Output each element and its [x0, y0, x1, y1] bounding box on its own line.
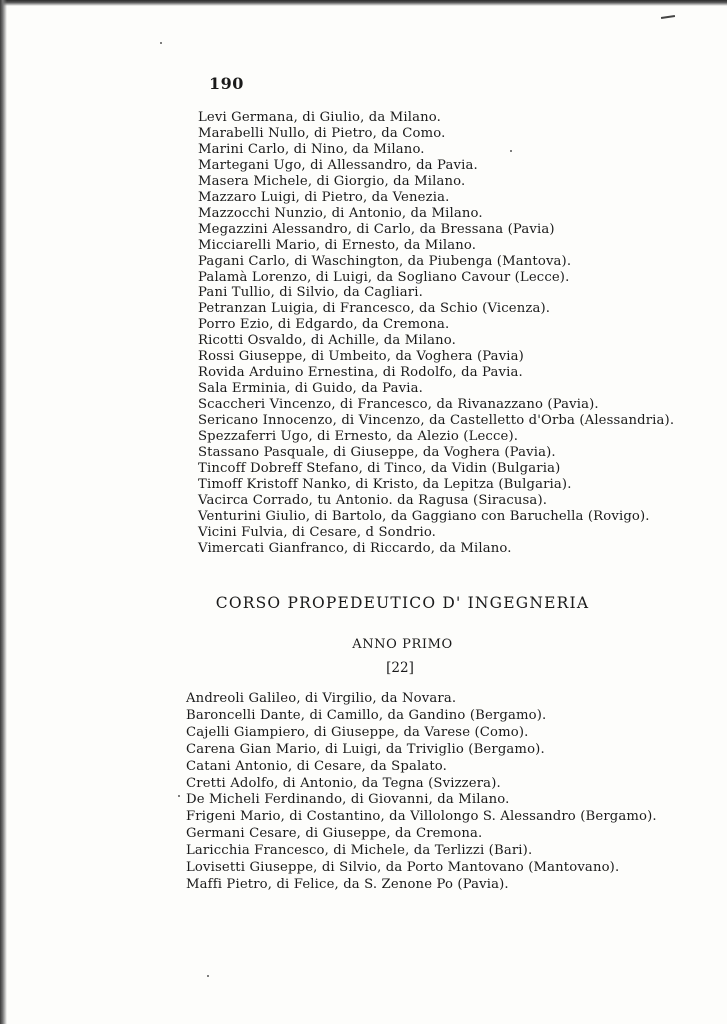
list-entry: Rovida Arduino Ernestina, di Rodolfo, da Pavia.: [198, 365, 523, 381]
list-entry: Masera Michele, di Giorgio, da Milano.: [198, 173, 466, 189]
page-number: 190: [209, 74, 244, 93]
list-entry: Pani Tullio, di Silvio, da Cagliari.: [198, 285, 423, 301]
student-list-bottom: [186, 691, 657, 894]
scan-left-edge: [0, 0, 7, 1024]
list-entry: Porro Ezio, di Edgardo, da Cremona.: [198, 317, 450, 333]
scan-speck: [178, 795, 180, 797]
list-entry: Petranzan Luigia, di Francesco, da Schio (Vicenza).: [198, 301, 551, 317]
scan-top-edge: [0, 0, 727, 6]
list-entry: Catani Antonio, di Cesare, da Spalato.: [186, 758, 447, 774]
list-entry: Marabelli Nullo, di Pietro, da Como.: [198, 125, 446, 141]
list-entry: Rossi Giuseppe, di Umbeito, da Voghera (Pavia): [198, 349, 524, 365]
student-count: [22]: [386, 660, 414, 676]
list-entry: Mazzaro Luigi, di Pietro, da Venezia.: [198, 189, 450, 205]
list-entry: Cretti Adolfo, di Antonio, da Tegna (Svizzera).: [186, 775, 501, 791]
list-entry: Ricotti Osvaldo, di Achille, da Milano.: [198, 333, 456, 349]
list-entry: Vimercati Gianfranco, di Riccardo, da Milano.: [198, 540, 512, 556]
list-entry: Sala Erminia, di Guido, da Pavia.: [198, 381, 423, 397]
list-entry: Megazzini Alessandro, di Carlo, da Bressana (Pavia): [198, 221, 555, 237]
list-entry: Vicini Fulvia, di Cesare, d Sondrio.: [198, 524, 437, 540]
subsection-title: ANNO PRIMO: [352, 637, 453, 652]
list-entry: Stassano Pasquale, di Giuseppe, da Voghera (Pavia).: [198, 445, 556, 461]
scan-speck: [510, 150, 512, 152]
scan-speck: [207, 975, 209, 977]
list-entry: Timoff Kristoff Nanko, di Kristo, da Lepitza (Bulgaria).: [198, 476, 572, 492]
list-entry: Mazzocchi Nunzio, di Antonio, da Milano.: [198, 205, 483, 221]
list-entry: De Micheli Ferdinando, di Giovanni, da Milano.: [186, 792, 510, 808]
list-entry: Sericano Innocenzo, di Vincenzo, da Castelletto d'Orba (Alessandria).: [198, 413, 675, 429]
list-entry: Carena Gian Mario, di Luigi, da Triviglio (Bergamo).: [186, 741, 545, 757]
list-entry: Levi Germana, di Giulio, da Milano.: [198, 110, 441, 125]
list-entry: Palamà Lorenzo, di Luigi, da Sogliano Cavour (Lecce).: [198, 269, 570, 285]
scan-mark: [661, 15, 675, 19]
student-list-top: [198, 110, 674, 557]
list-entry: Marini Carlo, di Nino, da Milano.: [198, 141, 425, 157]
scan-speck: [160, 42, 162, 44]
list-entry: Lovisetti Giuseppe, di Silvio, da Porto Mantovano (Mantovano).: [186, 860, 620, 876]
list-entry: Andreoli Galileo, di Virgilio, da Novara.: [186, 691, 457, 706]
section-title: CORSO PROPEDEUTICO D' INGEGNERIA: [215, 594, 590, 612]
list-entry: Vacirca Corrado, tu Antonio. da Ragusa (Siracusa).: [198, 492, 548, 508]
list-entry: Scaccheri Vincenzo, di Francesco, da Rivanazzano (Pavia).: [198, 397, 599, 413]
list-entry: Venturini Giulio, di Bartolo, da Gaggiano con Baruchella (Rovigo).: [198, 508, 650, 524]
list-entry: Germani Cesare, di Giuseppe, da Cremona.: [186, 826, 483, 842]
list-entry: Cajelli Giampiero, di Giuseppe, da Varese (Como).: [186, 724, 529, 740]
list-entry: Martegani Ugo, di Allessandro, da Pavia.: [198, 157, 478, 173]
list-entry: Baroncelli Dante, di Camillo, da Gandino (Bergamo).: [186, 707, 547, 723]
list-entry: Maffi Pietro, di Felice, da S. Zenone Po (Pavia).: [186, 876, 509, 892]
list-entry: Micciarelli Mario, di Ernesto, da Milano.: [198, 237, 477, 253]
list-entry: Spezzaferri Ugo, di Ernesto, da Alezio (Lecce).: [198, 429, 519, 445]
list-entry: Laricchia Francesco, di Michele, da Terlizzi (Bari).: [186, 843, 533, 859]
list-entry: Frigeni Mario, di Costantino, da Villolongo S. Alessandro (Bergamo).: [186, 809, 657, 825]
list-entry: Pagani Carlo, di Waschington, da Piubenga (Mantova).: [198, 253, 572, 269]
list-entry: Tincoff Dobreff Stefano, di Tinco, da Vidin (Bulgaria): [198, 460, 561, 476]
